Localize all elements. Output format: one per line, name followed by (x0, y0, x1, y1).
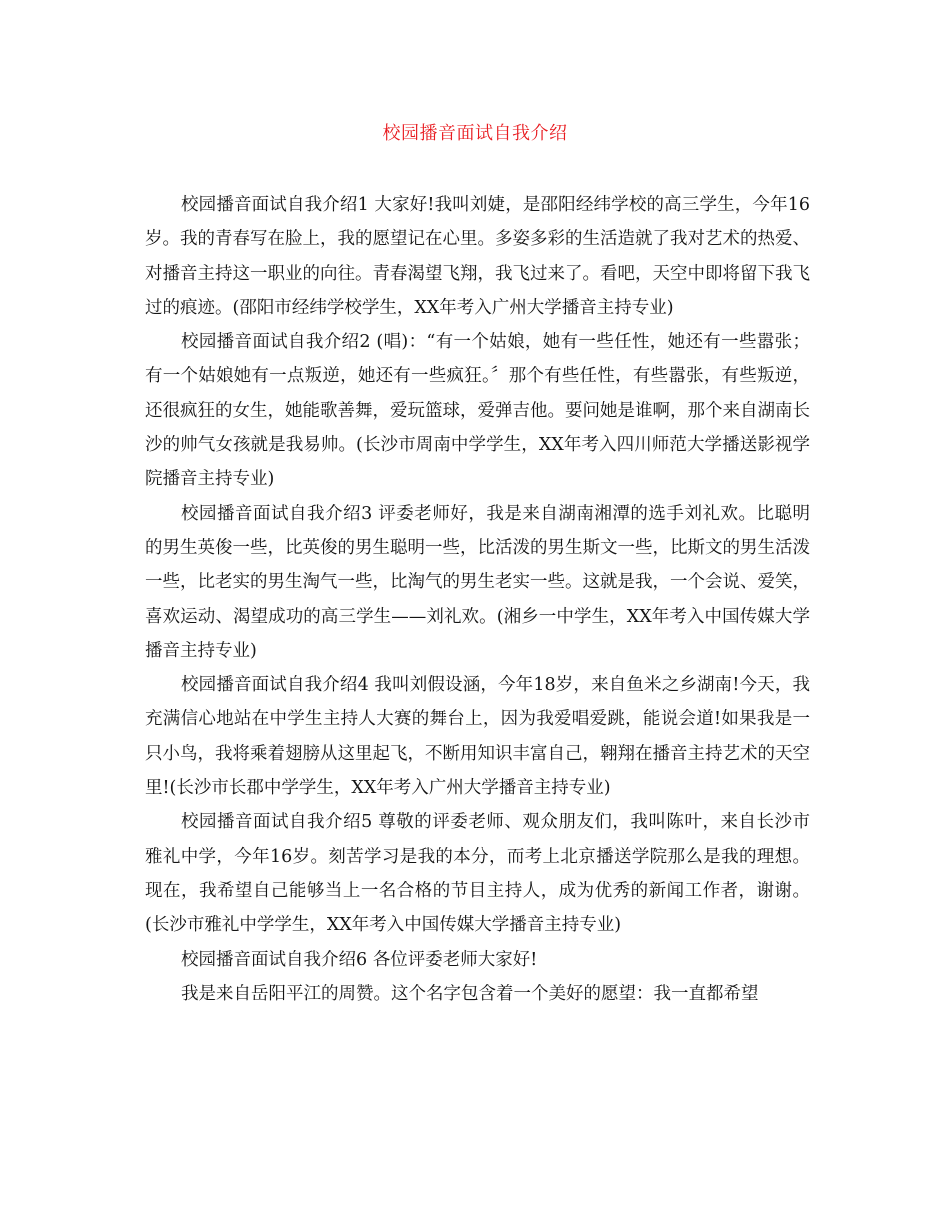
paragraph-6: 校园播音面试自我介绍6 各位评委老师大家好! (181, 949, 538, 970)
document-title: 校园播音面试自我介绍 (382, 123, 568, 144)
paragraph-7: 我是来自岳阳平江的周赞。这个名字包含着一个美好的愿望：我一直都希望 (181, 983, 759, 1004)
document-body (145, 188, 810, 1011)
paragraph-3: 校园播音面试自我介绍3 评委老师好，我是来自湖南湘潭的选手刘礼欢。比聪明的男生英俊一些，比英俊的男生聪明一些，比活泼的男生斯文一些，比斯文的男生活泼一些，比老实的男生淘气一些，比淘气的男生老实一些。这就是我，一个会说、爱笑，喜欢运动、渴望成功的高三学生——刘礼欢。(湘乡一中学生，XX年考入中国传媒大学播音主持专业) (145, 503, 810, 661)
paragraph-2: 校园播音面试自我介绍2 (唱)：“有一个姑娘，她有一些任性，她还有一些嚣张；有一个姑娘她有一点叛逆，她还有一些疯狂。〞那个有些任性，有些嚣张，有些叛逆，还很疯狂的女生，她能歌善舞，爱玩篮球，爱弹吉他。要问她是谁啊，那个来自湖南长沙的帅气女孩就是我易帅。(长沙市周南中学学生，XX年考入四川师范大学播送影视学院播音主持专业) (145, 332, 810, 490)
paragraph-1: 校园播音面试自我介绍1 大家好!我叫刘婕，是邵阳经纬学校的高三学生，今年16岁。我的青春写在脸上，我的愿望记在心里。多姿多彩的生活造就了我对艺术的热爱、对播音主持这一职业的向往。青春渴望飞翔，我飞过来了。看吧，天空中即将留下我飞过的痕迹。(邵阳市经纬学校学生，XX年考入广州大学播音主持专业) (145, 195, 810, 318)
paragraph-4: 校园播音面试自我介绍4 我叫刘假设涵，今年18岁，来自鱼米之乡湖南!今天，我充满信心地站在中学生主持人大赛的舞台上，因为我爱唱爱跳，能说会道!如果我是一只小鸟，我将乘着翅膀从这里起飞，不断用知识丰富自己，翱翔在播音主持艺术的天空里!(长沙市长郡中学学生，XX年考入广州大学播音主持专业) (145, 675, 810, 799)
paragraph-5: 校园播音面试自我介绍5 尊敬的评委老师、观众朋友们，我叫陈叶，来自长沙市雅礼中学，今年16岁。刻苦学习是我的本分，而考上北京播送学院那么是我的理想。现在，我希望自己能够当上一名合格的节目主持人，成为优秀的新闻工作者，谢谢。(长沙市雅礼中学学生，XX年考入中国传媒大学播音主持专业) (145, 812, 810, 936)
